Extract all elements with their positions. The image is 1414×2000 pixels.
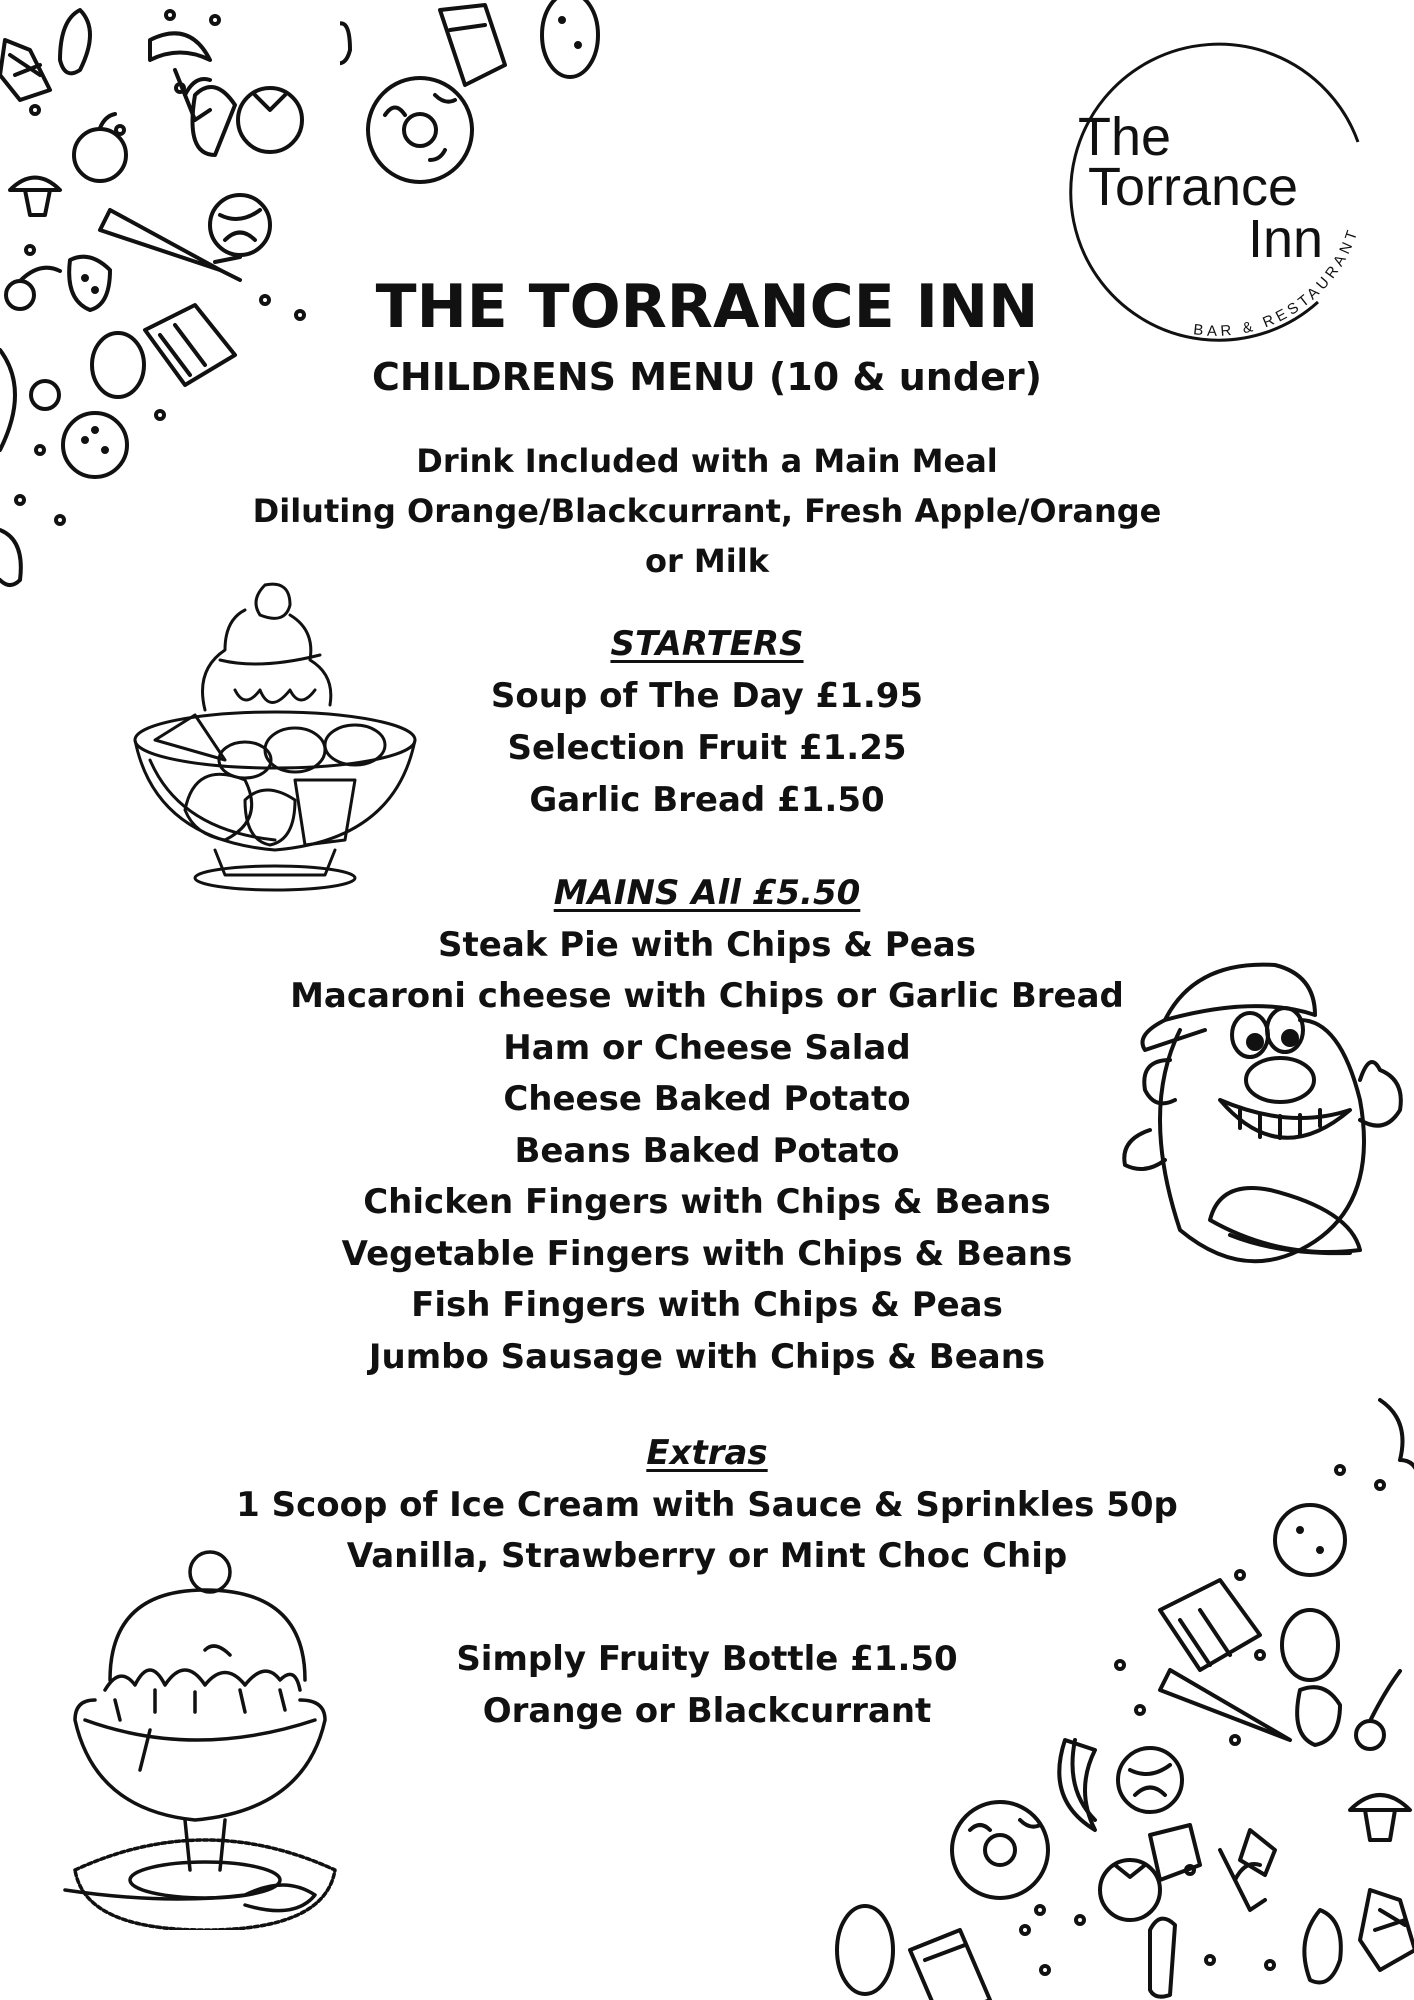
menu-item: Chicken Fingers with Chips & Beans (363, 1182, 1051, 1222)
starters-heading: STARTERS (610, 624, 804, 664)
mains-heading: MAINS All £5.50 (553, 873, 861, 913)
drink-line: Drink Included with a Main Meal (416, 442, 998, 480)
menu-item: Fish Fingers with Chips & Peas (411, 1285, 1003, 1325)
logo-line-inn: Inn (1248, 209, 1324, 269)
menu-item: Garlic Bread £1.50 (529, 780, 885, 820)
drink-line: Diluting Orange/Blackcurrant, Fresh Apple/Orange (252, 492, 1162, 530)
menu-item: 1 Scoop of Ice Cream with Sauce & Sprinkles 50p (236, 1484, 1178, 1525)
menu-item: Vegetable Fingers with Chips & Beans (341, 1233, 1073, 1274)
logo-line-torrance: Torrance (1088, 157, 1299, 217)
menu-item: Beans Baked Potato (514, 1130, 900, 1171)
menu-item: Cheese Baked Potato (503, 1079, 911, 1119)
menu-item: Steak Pie with Chips & Peas (438, 924, 976, 965)
page-title: THE TORRANCE INN (375, 272, 1039, 342)
extras-section (200, 1428, 1214, 1583)
drink-line: or Milk (645, 542, 769, 580)
menu-item: Simply Fruity Bottle £1.50 (456, 1639, 958, 1679)
starters-section (200, 618, 1214, 826)
extras-heading: Extras (646, 1433, 768, 1473)
menu-item: Macaroni cheese with Chips or Garlic Bread (290, 976, 1124, 1016)
svg-text:BAR & RESTAURANT: BAR & RESTAURANT (1192, 224, 1363, 340)
logo-line-the: The (1078, 107, 1172, 167)
menu-item: Orange or Blackcurrant (482, 1690, 932, 1731)
menu-item: Jumbo Sausage with Chips & Beans (368, 1336, 1046, 1377)
menu-item: Ham or Cheese Salad (503, 1027, 911, 1068)
drink-info (200, 436, 1214, 586)
mains-section (200, 868, 1214, 1383)
menu-item: Selection Fruit £1.25 (507, 728, 907, 768)
menu-item: Vanilla, Strawberry or Mint Choc Chip (346, 1536, 1068, 1576)
page-subtitle: CHILDRENS MENU (10 & under) (372, 355, 1042, 399)
food-doodles-top-middle-icon (340, 0, 640, 200)
fruity-section (200, 1634, 1214, 1737)
menu-item: Soup of The Day £1.95 (490, 676, 924, 716)
